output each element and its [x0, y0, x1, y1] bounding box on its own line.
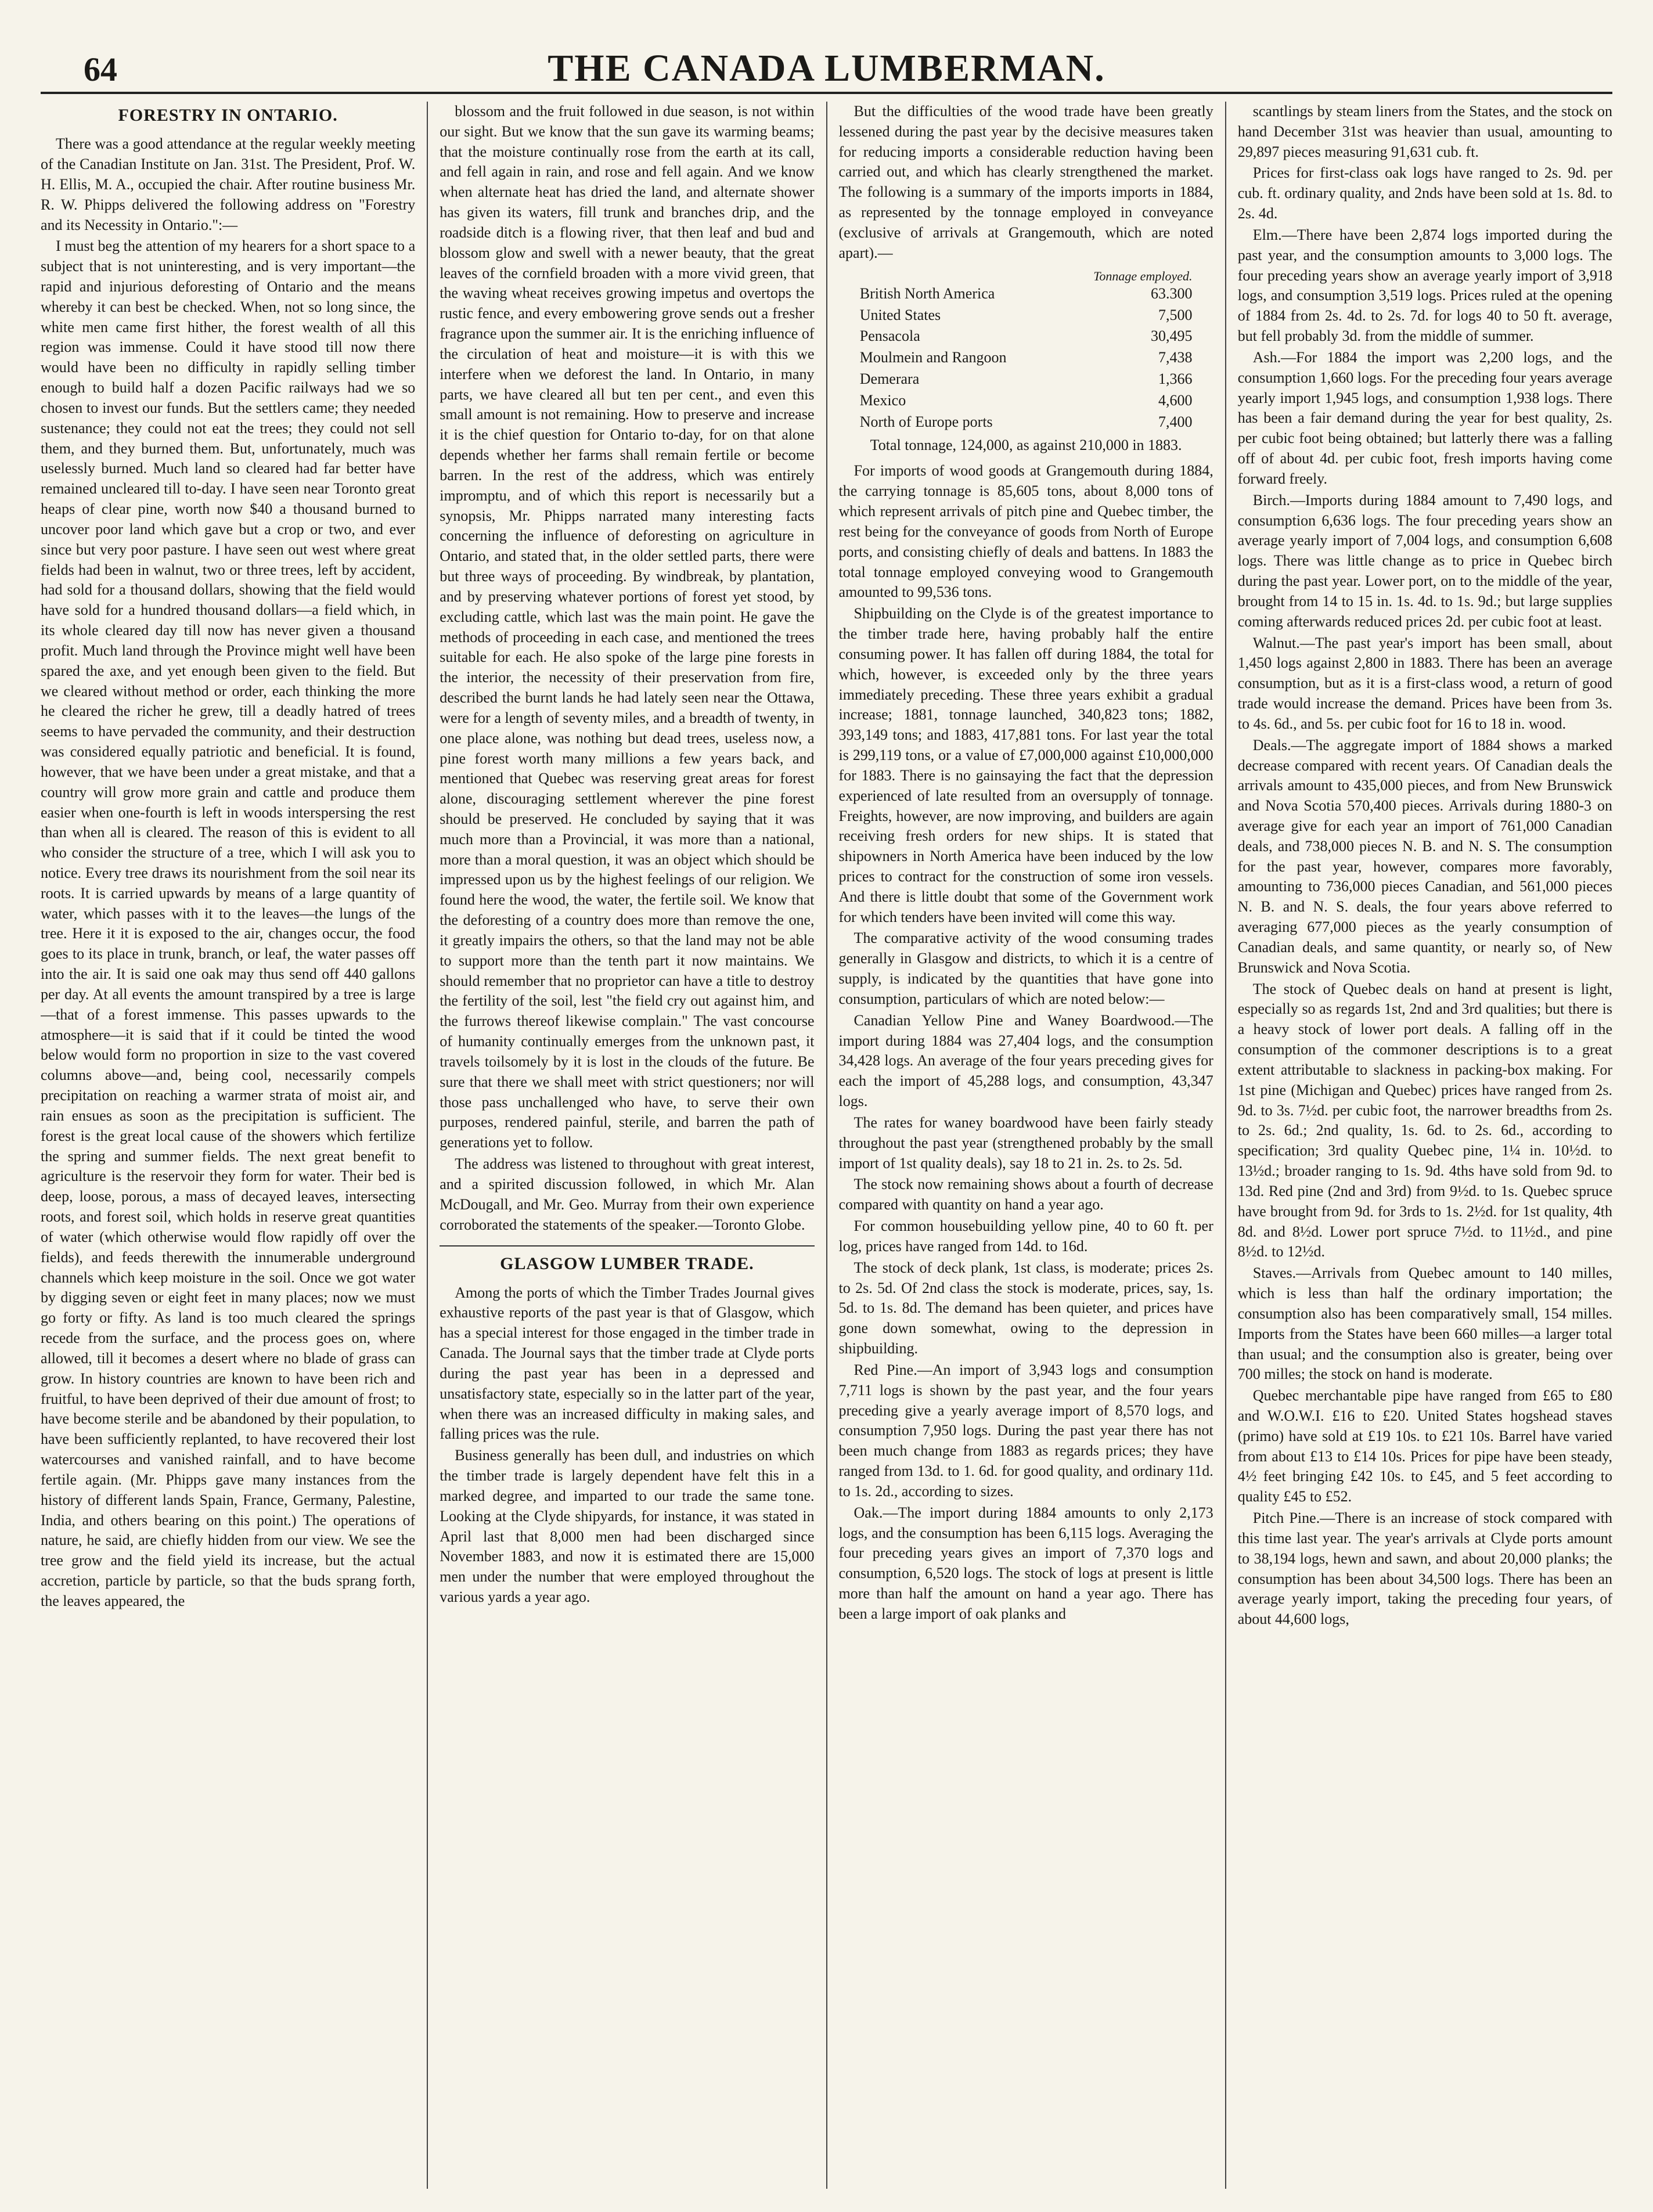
paragraph: Walnut.—The past year's import has been small, about 1,450 logs against 2,800 in 1883. There has been an average consumption, but as it is a first-class wood, a return of good trade would increase the demand. Prices have been from 3s. to 4s. 6d., and 5s. per cubic foot for 16 to 18 in. wood.	[1237, 634, 1612, 732]
paragraph: Staves.—Arrivals from Quebec amount to 140 milles, which is less than half the ordinary importation; the consumption also has been comparatively small, 154 milles. Imports from the States have been 660 milles—a larger total than usual; and the consumption also is greater, being over 700 milles; the stock on hand is moderate.	[1237, 1264, 1612, 1383]
paragraph: For imports of wood goods at Grangemouth during 1884, the carrying tonnage is 85,605 tons, about 8,000 tons of which represent arrivals of pitch pine and Quebec timber, the rest being for the conveyance of goods from North of Europe ports, and consisting chiefly of deals and battens. In 1883 the total tonnage employed conveying wood to Grangemouth amounted to 99,536 tons.	[838, 462, 1213, 601]
page-number: 64	[84, 51, 117, 88]
paragraph: The stock of deck plank, 1st class, is moderate; prices 2s. to 2s. 5d. Of 2nd class the stock is moderate, prices, say, 1s. 5d. to 1s. 8d. The demand has been quieter, and prices have gone down somewhat, owing to the depression in shipbuilding.	[838, 1259, 1213, 1357]
paragraph: Among the ports of which the Timber Trades Journal gives exhaustive reports of the past year is that of Glasgow, which has a special interest for those engaged in the timber trade in Canada. The Journal says that the timber trade at Clyde ports during the past year has been in a depressed and unsatisfactory state, especially so in the latter part of the year, when there was an increased difficulty in making sales, and falling prices was the rule.	[440, 1284, 815, 1443]
paragraph: But the difficulties of the wood trade have been greatly lessened during the past year by the decisive measures taken for reducing imports a considerable reduction having been carried out, and which has clearly strengthened the market. The following is a summary of the imports imports in 1884, as represented by the tonnage employed in conveyance (exclusive of arrivals at Grangemouth, which are noted apart).—	[838, 103, 1213, 261]
newspaper-title: THE CANADA LUMBERMAN.	[548, 47, 1105, 89]
paragraph: Shipbuilding on the Clyde is of the greatest importance to the timber trade here, having probably half the entire consuming power. It has fallen off during 1884, the total for which, however, is exceeded only by the three years immediately preceding. These three years exhibit a gradual increase; 1881, tonnage launched, 340,823 tons; 1882, 393,149 tons; and 1883, 417,881 tons. For last year the total is 299,119 tons, or a value of £7,000,000 against £10,000,000 for 1883. There is no gainsaying the fact that the depression experienced of late resulted from an oversupply of tonnage. Freights, however, are now improving, and builders are again receiving fresh orders for new ships. It is stated that shipowners in North America have been induced by the low prices to contract for the construction of some iron vessels. And there is little doubt that some of the Government work for which tenders have been invited will come this way.	[838, 605, 1213, 925]
paragraph: Quebec merchantable pipe have ranged from £65 to £80 and W.O.W.I. £16 to £20. United States hogshead staves (primo) have sold at £19 10s. to £21 10s. Barrel have varied from about £13 to £14 10s. Prices for pipe have been steady, 4½ feet bringing £42 10s. to £45, and 5 feet according to quality £45 to £52.	[1237, 1387, 1612, 1505]
paragraph: The address was listened to throughout with great interest, and a spirited discussion followed, in which Mr. Alan McDougall, and Mr. Geo. Murray from their own experience corroborated the statements of the speaker.—Toronto Globe.	[440, 1155, 815, 1233]
column-4	[1225, 102, 1612, 2189]
tonnage-total: Total tonnage, 124,000, as against 210,000 in 1883.	[870, 436, 1182, 453]
paragraph: Canadian Yellow Pine and Waney Boardwood.—The import during 1884 was 27,404 logs, and the consumption 34,428 logs. An average of the four years preceding gives for each the import of 45,288 logs, and consumption, 43,347 logs.	[838, 1011, 1213, 1110]
table-row: Mexico 4,600	[859, 391, 1193, 409]
paragraph: Oak.—The import during 1884 amounts to only 2,173 logs, and the consumption has been 6,115 logs. Averaging the four preceding years gives an import of 7,370 logs and consumption, 6,520 logs. The stock of logs at present is little more than half the amount on hand a year ago. There has been a large import of oak planks and	[838, 1504, 1213, 1622]
paragraph: blossom and the fruit followed in due season, is not within our sight. But we know that the sun gave its warming beams; that the moisture continually rose from the earth at its call, and fell again in rain, and rose and fell again. And we know when alternate heat has dried the land, and alternate shower has given its waters, fill trunk and branches drip, and the roadside ditch is a flowing river, that then leaf and bud and blossom glow and swell with a newer beauty, that the great leaves of the cornfield broaden with a more vivid green, that the waving wheat receives growing impetus and overtops the rustic fence, and every embowering grove sends out a fresher fragrance upon the summer air. It is the enriching influence of the circulation of heat and moisture—it is with this we interfere when we deforest the land. In Ontario, in many parts, we have cleared all but ten per cent., and even this small amount is not remaining. How to preserve and increase it is the chief question for Ontario to-day, for on that alone depends whether her farms shall remain fertile or become barren. In the rest of the address, which was entirely impromptu, and of which this report is necessarily but a synopsis, Mr. Phipps narrated many interesting facts concerning the influence of deforesting on agriculture in Ontario, and stated that, in the older settled parts, there were but three ways of proceeding. By windbreak, by plantation, and by preserving whatever portions of forest yet stood, by excluding cattle, which last was the main point. He gave the methods of proceeding in each case, and mentioned the trees suitable for each. He also spoke of the large pine forests in the interior, the necessity of their preservation from fire, described the burnt lands he had lately seen near the Ottawa, were for a length of seventy miles, and a breadth of twenty, in one place alone, was nothing but dead trees, useless now, a pine forest worth many millions a few years back, and mentioned that Quebec was reserving great areas for forest alone, discouraging settlement wherever the pine forest should be preserved. He concluded by saying that it was much more than a Provincial, it was more than a national, more than a moral question, it was an object which should be impressed upon us by the highest feelings of our religion. We found here the wood, the water, the fertile soil. We know that the deforesting of a country does more than remove the one, it greatly impairs the others, so that the land may not be able to support more than the tenth part it now maintains. We should remember that no proprietor can have a title to destroy the fertility of the soil, lest "the field cry out against him, and the furrows thereof likewise complain." The vast concourse of humanity continually emerges from the unknown past, it travels toilsomely by it is lost in the clouds of the future. Be sure that there we shall meet with strict questioners; nor will those pass unchallenged who have, to serve their own purposes, rendered painful, sterile, and barren the path of generations yet to follow.	[440, 103, 815, 1151]
paragraph: Red Pine.—An import of 3,943 logs and consumption 7,711 logs is shown by the past year, and the four years preceding give a yearly average import of 8,570 logs, and consumption 7,950 logs. During the past year there has not been much change from 1883 as regards prices; they have ranged from 13d. to 1. 6d. for good quality, and ordinary 11d. to 1s. 2d., according to sizes.	[838, 1361, 1213, 1500]
article-heading-forestry: FORESTRY IN ONTARIO.	[118, 106, 338, 125]
paragraph: There was a good attendance at the regular weekly meeting of the Canadian Institute on Jan. 31st. The President, Prof. W. H. Ellis, M. A., occupied the chair. After routine business Mr. R. W. Phipps delivered the following address on "Forestry and its Necessity in Ontario.":—	[41, 135, 416, 233]
table-row: Moulmein and Rangoon 7,438	[859, 349, 1193, 366]
paragraph: Deals.—The aggregate import of 1884 shows a marked decrease compared with recent years. Of Canadian deals the arrivals amount to 435,000 pieces, and from New Brunswick and Nova Scotia 570,400 pieces. Arrivals during 1880-3 on average give for each year an import of 761,000 Canadian deals, and 738,000 pieces N. B. and N. S. The consumption for the past year, however, compares more favorably, amounting to 736,000 pieces Canadian, and 561,000 pieces N. B. and N. S. deals, the four years above referred to averaging 677,000 pieces as the yearly consumption of Canadian deals, and same quantity, or nearly so, of New Brunswick and Nova Scotia.	[1237, 736, 1612, 976]
paragraph: The comparative activity of the wood consuming trades generally in Glasgow and districts, to which it is a centre of supply, is indicated by the quantities that have gone into consumption, particulars of which are noted below:—	[838, 930, 1213, 1007]
table-row: United States 7,500	[859, 306, 1193, 323]
paragraph: For common housebuilding yellow pine, 40 to 60 ft. per log, prices have ranged from 14d. to 16d.	[838, 1217, 1213, 1255]
table-row: North of Europe ports 7,400	[859, 413, 1193, 430]
paragraph: Elm.—There have been 2,874 logs imported during the past year, and the consumption amounts to 3,000 logs. The four preceding years show an average yearly import of 3,918 logs, and consumption 3,519 logs. Prices ruled at the opening of 1884 from 2s. 4d. to 2s. 7d. for logs 40 to 50 ft. average, but fell probably 3d. from the middle of summer.	[1237, 226, 1612, 345]
paragraph: The stock now remaining shows about a fourth of decrease compared with quantity on hand a year ago.	[838, 1176, 1213, 1213]
section-divider	[440, 1245, 814, 1246]
paragraph: The rates for waney boardwood have been fairly steady throughout the past year (strengthened probably by the small import of 1st quality deals), say 18 to 21 in. 2s. to 2s. 5d.	[838, 1114, 1213, 1172]
article-columns	[41, 102, 1612, 2189]
paragraph: Business generally has been dull, and industries on which the timber trade is largely dependent have felt this in a marked degree, and imparted to our trade the same tone. Looking at the Clyde shipyards, for instance, it was stated in April last that 8,000 men had been discharged since November 1883, and now it is estimated there are 15,000 men under the number that were employed throughout the various yards a year ago.	[440, 1447, 815, 1605]
table-row: British North America 63.300	[859, 284, 1193, 302]
masthead	[41, 16, 1612, 94]
column-3	[826, 102, 1225, 2189]
paragraph: Ash.—For 1884 the import was 2,200 logs, and the consumption 1,660 logs. For the preceding four years average yearly import 1,945 logs, and consumption 1,938 logs. There has been a fair demand during the year for best quality, 2s. per cubic foot being obtained; but latterly there was a falling off of about 4d. per cubic foot, fresh imports having come forward freely.	[1237, 348, 1612, 487]
column-2	[427, 102, 826, 2189]
tonnage-table-header: Tonnage employed.	[1093, 268, 1193, 283]
tonnage-table	[858, 269, 1195, 433]
paragraph: Prices for first-class oak logs have ranged to 2s. 9d. per cub. ft. ordinary quality, and 2nds have been sold at 1s. 8d. to 2s. 4d.	[1237, 164, 1612, 222]
paragraph: scantlings by steam liners from the States, and the stock on hand December 31st was heavier than usual, amounting to 29,897 pieces measuring 91,631 cub. ft.	[1237, 103, 1612, 160]
paragraph: I must beg the attention of my hearers for a short space to a subject that is not uninteresting, and is very important—the rapid and injurious deforesting of Ontario and the means whereby it can best be checked. When, not so long since, the white men came first hither, the forest wealth of all this region was immense. Could it have stood till now there would have been no difficulty in rapidly selling timber enough to build half a dozen Pacific railways had we so chosen to invest our funds. But the settlers came; they needed sustenance; they could not eat the trees; they could not sell them, and they burned them. But, unfortunately, much was uselessly burned. Much land so cleared had far better have remained uncleared till to-day. I have seen near Toronto great heaps of clear pine, worth now $40 a thousand burned to uncover poor land which gave but a crop or two, and ever since but very poor pasture. I have seen out west where great fields had been in walnut, two or three trees, left by accident, had sold for a thousand dollars, showing that the field would have sold for a hundred thousand dollars—a field which, in its whole cleared day till now has never given a thousand profit. Much land through the Province might well have been spared the axe, and yet enough been given to the field. But we cleared without method or order, each thinking the more he cleared the richer he grew, till a deadly hatred of trees seems to have pervaded the community, and their destruction was considered equally patriotic and beneficial. It is found, however, that we have been under a great mistake, and that a country will grow more grain and cattle and produce them easier when one-fourth is left in woods interspersing the rest than when all is cleared. The reason of this is evident to all who consider the structure of a tree, which I will ask you to notice. Every tree draws its nourishment from the soil near its roots. It is carried upwards by means of a large quantity of water, which passes with it to the leaves—the lungs of the tree. Here it it is exposed to the air, changes occur, the food goes to its place in trunk, branch, or leaf, the water passes off into the air. It is said one oak may thus send off 440 gallons per day. At all events the amount transpired by a tree is large —that of a forest immense. This passes upwards to the atmosphere—it is said that if it could be tinted the wood below would form no proportion in size to the vast covered columns above—and, being cool, necessarily compels precipitation on reaching a warmer strata of moist air, and rain ensues as soon as the precipitation is sufficient. The forest is the great local cause of the showers which fertilize the spring and summer fields. The next great benefit to agriculture is the reservoir they form for water. Their bed is deep, loose, porous, a mass of decayed leaves, intersecting roots, and forest soil, which holds in reserve great quantities of water (which otherwise would flow rapidly off over the fields), and feeds therewith the innumerable underground channels which keep moisture in the soil. Once we got water by digging seven or eight feet in many places; now we must go forty or fifty. As land is too much cleared the springs recede from the surface, and the process goes on, where allowed, till it becomes a desert where no blade of grass can grow. In history countries are known to have been rich and fruitful, to have been deprived of their due amount of frost; to have become sterile and be abandoned by their population, to have been sufficiently replanted, to have recovered their lost watercourses and vanished rainfall, and to have become fertile again. (Mr. Phipps gave many instances from the history of different lands Spain, France, Germany, Palestine, India, and others bearing on this point.) The operations of nature, he said, are chiefly hidden from our view. We see the tree grow and the field yield its increase, but the actual accretion, particle by particle, so that the buds sprang forth, the leaves appeared, the	[41, 237, 416, 1609]
paragraph: The stock of Quebec deals on hand at present is light, especially so as regards 1st, 2nd and 3rd qualities; but there is a heavy stock of lower port deals. A falling off in the consumption of the commoner descriptions is to a great extent attributable to slackness in packing-box making. For 1st pine (Michigan and Quebec) prices have ranged from 2s. 9d. to 3s. 7½d. per cubic foot, the narrower breadths from 2s. to 2s. 6d.; 2nd quality, 1s. 6d. to 2s. 6d., according to specification; 3rd quality Quebec pine, 1¼ in. 10½d. to 13½d.; broader ranging to 1s. 9d. 4ths have sold from 9d. to 13d. Red pine (2nd and 3rd) from 9½d. to 1s. Quebec spruce have brought from 9d. for 3rds to 1s. 2½d. for 1st quality, 4th 8d. and 8½d. Lower port spruce 7½d. to 11½d., and pine 8½d. to 12½d.	[1237, 980, 1612, 1260]
paragraph: Pitch Pine.—There is an increase of stock compared with this time last year. The year's arrivals at Clyde ports amount to 38,194 logs, hewn and sawn, and about 20,000 planks; the consumption has been about 34,500 logs. There has been an average yearly import, taking the preceding four years, of about 44,600 logs,	[1237, 1510, 1612, 1628]
column-1	[41, 102, 427, 2189]
table-row: Demerara 1,366	[859, 370, 1193, 388]
paragraph: Birch.—Imports during 1884 amount to 7,490 logs, and consumption 6,636 logs. The four preceding years show an average yearly import of 7,004 logs, and consumption 6,608 logs. There was little change as to price in Quebec birch during the past year. Lower port, on to the middle of the year, brought from 14 to 15 in. 1s. 4d. to 1s. 9d.; but large supplies coming afterwards reduced prices 2d. per cubic foot at least.	[1237, 491, 1612, 630]
table-row: Pensacola 30,495	[859, 327, 1193, 345]
article-heading-glasgow: GLASGOW LUMBER TRADE.	[500, 1254, 754, 1274]
